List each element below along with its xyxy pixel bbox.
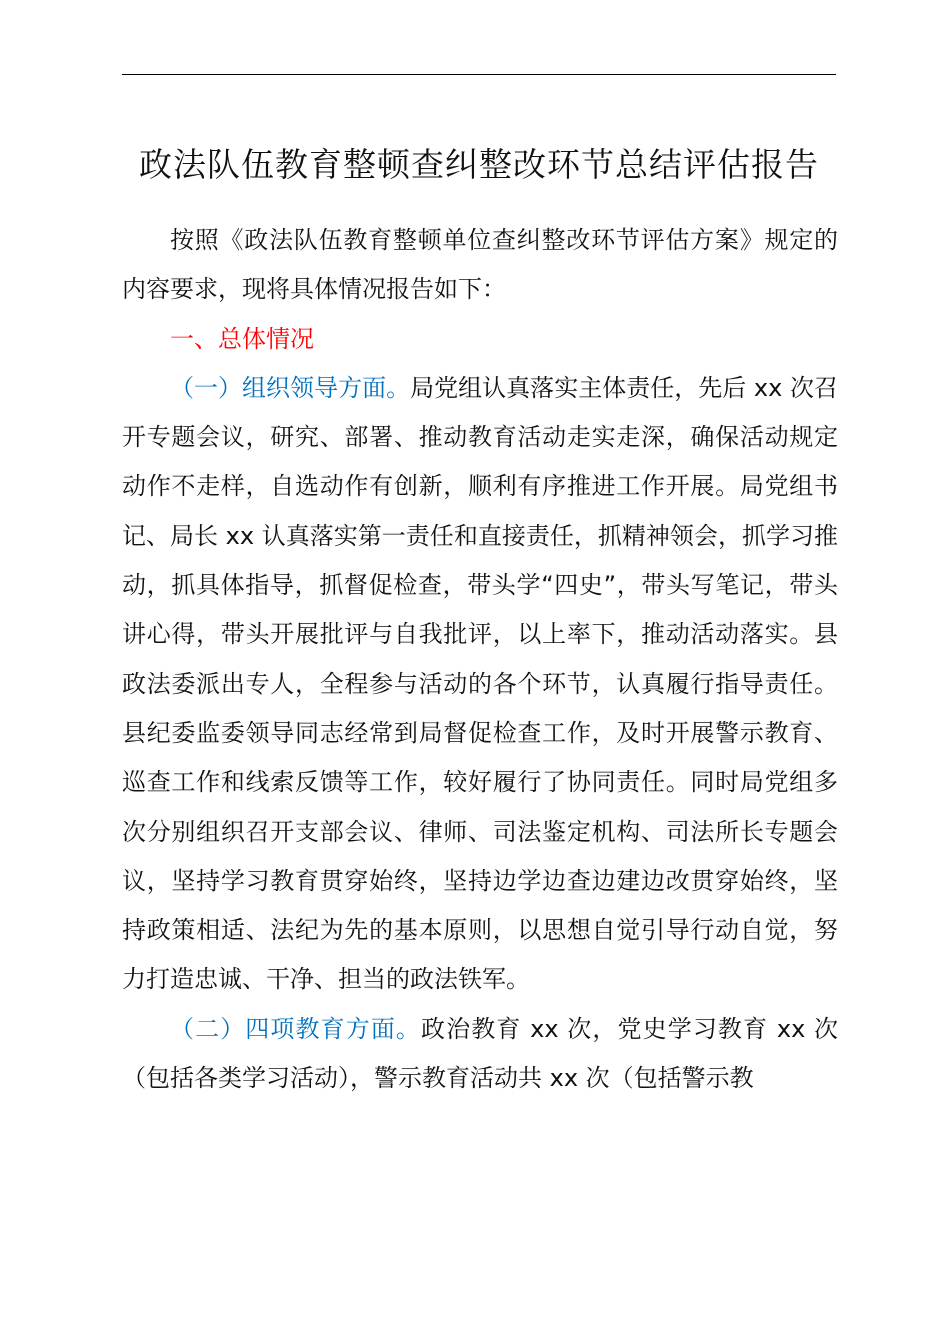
document-body bbox=[122, 216, 838, 1103]
intro-paragraph: 按照《政法队伍教育整顿单位查纠整改环节评估方案》规定的内容要求，现将具体情况报告如下： bbox=[122, 226, 838, 304]
paragraph-text: 政治教育 xx 次，党史学习教育 xx 次（包括各类学习活动），警示教育活动共 xx 次（包括警示教 bbox=[122, 1014, 839, 1093]
section-heading-overall bbox=[122, 315, 838, 364]
subheading-four-education: （二）四项教育方面。 bbox=[170, 1014, 422, 1043]
subheading-organization-leadership: （一）组织领导方面。 bbox=[170, 373, 411, 402]
paragraph-organization-leadership bbox=[122, 364, 838, 1005]
section-heading-text: 一、总体情况 bbox=[170, 324, 314, 353]
document-title: 政法队伍教育整顿查纠整改环节总结评估报告 bbox=[139, 145, 819, 184]
paragraph-text: 局党组认真落实主体责任，先后 xx 次召开专题会议，研究、部署、推动教育活动走实走深，确保活动规定动作不走样，自选动作有创新，顺利有序推进工作开展。局党组书记、局长 xx 认真落实第一责任和直接责任，抓精神领会，抓学习推动，抓具体指导，抓督促检查，带头学“四史”，带头写笔记，带头讲心得，带头开展批评与自我批评，以上率下，推动活动落实。县政法委派出专人，全程参与活动的各个环节，认真履行指导责任。县纪委监委领导同志经常到局督促检查工作，及时开展警示教育、巡查工作和线索反馈等工作，较好履行了协同责任。同时局党组多次分别组织召开支部会议、律师、司法鉴定机构、司法所长专题会议，坚持学习教育贯穿始终，坚持边学边查边建边改贯穿始终，坚持政策相适、法纪为先的基本原则，以思想自觉引导行动自觉，努力打造忠诚、干净、担当的政法铁军。 bbox=[122, 373, 838, 994]
header-rule bbox=[122, 74, 836, 75]
paragraph-four-education bbox=[122, 1005, 838, 1104]
